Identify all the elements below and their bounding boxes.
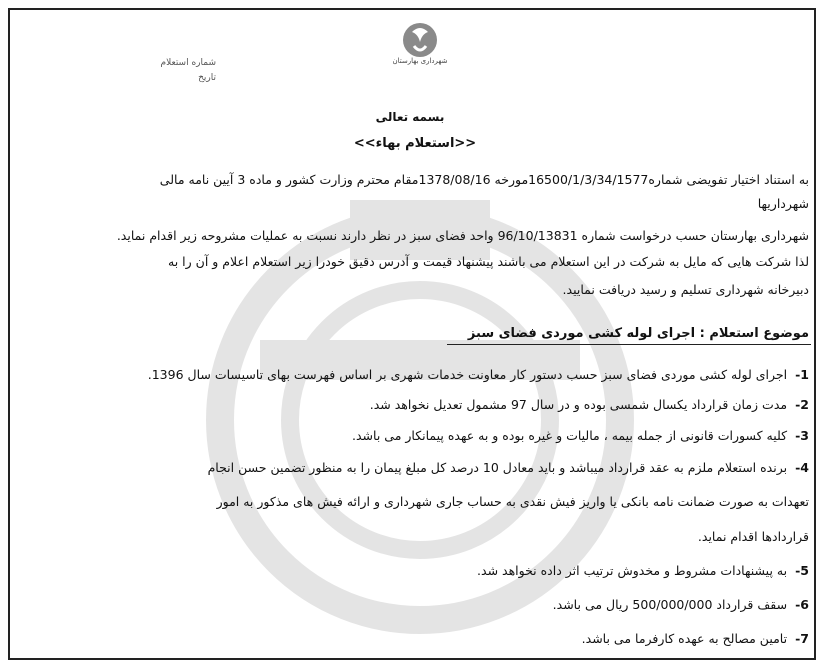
list-item-continuation: قراردادها اقدام نماید. xyxy=(697,529,809,544)
intro-line-3: شهرداری بهارستان حسب درخواست شماره 96/10/13831 واحد فضای سبز در نظر دارند نسبت به عملیات مشروحه زیر اقدام نماید. xyxy=(116,228,809,243)
intro-line-1: به استناد اختیار تفویضی شماره16500/1/3/34/1577مورخه 1378/08/16مقام محترم وزارت کشور و ماده 3 آیین نامه مالی xyxy=(159,172,809,187)
list-item xyxy=(352,421,809,450)
list-item xyxy=(477,556,809,585)
list-item-continuation: تعهدات به صورت ضمانت نامه بانکی یا واریز فیش نقدی به حساب جاری شهرداری و ارائه فیش های مذکور به امور xyxy=(216,494,809,509)
item-text: سقف قرارداد 500/000/000 ریال می باشد. xyxy=(552,597,788,612)
list-item xyxy=(370,390,809,419)
document-title: <<استعلام بهاء>> xyxy=(353,136,477,151)
intro-line-4: لذا شرکت هایی که مایل به شرکت در این استعلام می باشند پیشنهاد قیمت و آدرس دقیق خودرا زیر استعلام اعلام و آن را به xyxy=(168,254,809,269)
item-text: به پیشنهادات مشروط و مخدوش ترتیب اثر داده نخواهد شد. xyxy=(477,563,788,578)
list-item xyxy=(148,360,809,389)
item-number: 4- xyxy=(795,460,809,475)
inquiry-number-label: شماره استعلام xyxy=(160,58,216,68)
item-text: کلیه کسورات قانونی از جمله بیمه ، مالیات و غیره بوده و به عهده پیمانکار می باشد. xyxy=(352,428,788,443)
item-number: 7- xyxy=(795,631,809,646)
item-number: 3- xyxy=(795,428,809,443)
item-number: 2- xyxy=(795,397,809,412)
list-item xyxy=(553,590,809,619)
list-item xyxy=(208,453,809,482)
item-text: اجرای لوله کشی موردی فضای سبز حسب دستور کار معاونت خدمات شهری بر اساس فهرست بهای تاسیسات سال 1396. xyxy=(147,367,788,382)
inquiry-subject: موضوع استعلام : اجرای لوله کشی موردی فضای سبز xyxy=(467,326,809,341)
item-number: 6- xyxy=(795,597,809,612)
reference-meta xyxy=(146,56,216,86)
logo-caption: شهرداری بهارستان xyxy=(392,57,448,65)
intro-line-5: دبیرخانه شهرداری تسلیم و رسید دریافت نمایید. xyxy=(562,282,809,297)
item-number: 5- xyxy=(795,563,809,578)
subject-divider xyxy=(447,344,811,345)
item-number: 1- xyxy=(795,367,809,382)
item-text: برنده استعلام ملزم به عقد قرارداد میباشد و باید معادل 10 درصد کل مبلغ پیمان را به منظور تضمین حسن انجام xyxy=(207,460,788,475)
list-item xyxy=(582,624,809,653)
item-text: تامین مصالح به عهده کارفرما می باشد. xyxy=(581,631,788,646)
intro-line-2: شهرداریها xyxy=(757,196,809,211)
invocation: بسمه تعالی xyxy=(375,110,445,124)
date-label: تاریخ xyxy=(198,73,216,83)
item-text: مدت زمان قرارداد یکسال شمسی بوده و در سال 97 مشمول تعدیل نخواهد شد. xyxy=(369,397,788,412)
